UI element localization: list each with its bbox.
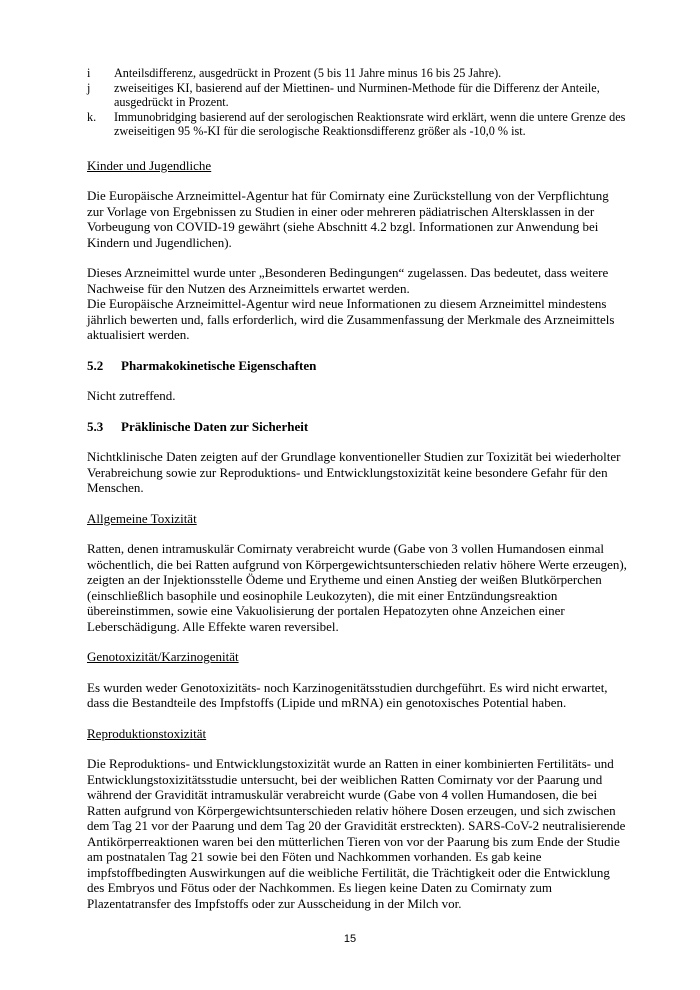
section-number: 5.3	[87, 418, 104, 434]
subheading-genotoxizitaet: Genotoxizität/Karzinogenität	[87, 649, 239, 664]
page-number: 15	[343, 933, 357, 945]
footnote-text: Immunobridging basierend auf der serologischen Reaktionsrate wird erklärt, wenn die untere Grenze des zweiseitigen 95 %-KI für die serologische Reaktionsdifferenz größer als -10,0 % ist.	[114, 109, 626, 138]
footnote-j	[87, 81, 627, 110]
section-title: Pharmakokinetische Eigenschaften	[121, 357, 317, 373]
section-number: 5.2	[87, 357, 104, 373]
footnote-k	[87, 110, 627, 139]
paragraph-reproduktion: Die Reproduktions- und Entwicklungstoxizität wurde an Ratten in einer kombinierten Fertilitäts- und Entwicklungstoxizitätsstudie untersucht, bei der weiblichen Ratten Comirnaty vor der Paarung und während der Gravidität intramuskulär verabreicht wurde (Gabe von 4 vollen Humandosen, die bei Ratten aufgrund von Körpergewichtsunterschieden relativ höhere Dosen erzeugen, und sich zwischen dem Tag 21 vor der Paarung und dem Tag 20 der Gravidität erstreckten). SARS-CoV-2 neutralisierende Antikörperreaktionen waren bei den mütterlichen Tieren von vor der Paarung bis zum Ende der Studie am postnatalen Tag 21 sowie bei den Föten und Nachkommen vorhanden. Es gab keine impfstoffbedingten Auswirkungen auf die weibliche Fertilität, die Trächtigkeit oder die Entwicklung des Embryos und Fötus oder der Nachkommen. Es liegen keine Daten zu Comirnaty zum Plazentatransfer des Impfstoffs oder zur Ausscheidung in der Milch vor.	[87, 756, 626, 911]
footnote-text: Anteilsdifferenz, ausgedrückt in Prozent (5 bis 11 Jahre minus 16 bis 25 Jahre).	[114, 66, 502, 80]
subheading-kinder: Kinder und Jugendliche	[87, 157, 212, 173]
subheading-reproduktion: Reproduktionstoxizität	[87, 725, 207, 741]
paragraph-5-2: Nicht zutreffend.	[87, 388, 176, 403]
section-heading-5-2	[87, 358, 627, 374]
footnote-text: zweiseitiges KI, basierend auf der Miettinen- und Nurminen-Methode für die Differenz der Anteile, ausgedrückt in Prozent.	[114, 80, 600, 109]
paragraph-toxizitaet: Ratten, denen intramuskulär Comirnaty verabreicht wurde (Gabe von 3 vollen Humandosen einmal wöchentlich, die bei Ratten aufgrund von Körpergewichtsunterschieden relativ höhere Werte erzeugen), zeigten an der Injektionsstelle Ödeme und Erytheme und einen Anstieg der weißen Blutkörperchen (einschließlich basophile und eosinophile Leukozyten), die mit einer Entzündungsreaktion übereinstimmen, sowie eine Vakuolisierung der portalen Hepatozyten ohne Anzeichen einer Leberschädigung. Alle Effekte waren reversibel.	[87, 541, 627, 634]
subheading-toxizitaet: Allgemeine Toxizität	[87, 510, 197, 526]
footnotes	[87, 66, 627, 139]
paragraph-kinder-2a: Dieses Arzneimittel wurde unter „Besonderen Bedingungen“ zugelassen. Das bedeutet, dass weitere Nachweise für den Nutzen des Arzneimittels erwartet werden.	[87, 265, 609, 296]
footnote-letter: j	[87, 80, 91, 95]
paragraph-genotoxizitaet: Es wurden weder Genotoxizitäts- noch Karzinogenitätsstudien durchgeführt. Es wird nicht erwartet, dass die Bestandteile des Impfstoffs (Lipide und mRNA) ein genotoxisches Potential haben.	[87, 679, 608, 710]
page-content	[87, 66, 627, 911]
section-title: Präklinische Daten zur Sicherheit	[121, 418, 309, 434]
footnote-i	[87, 66, 627, 81]
paragraph-kinder-2b: Die Europäische Arzneimittel-Agentur wird neue Informationen zu diesem Arzneimittel mindestens jährlich bewerten und, falls erforderlich, wird die Zusammenfassung der Merkmale des Arzneimittels aktualisiert werden.	[87, 296, 615, 342]
footnote-letter: k.	[87, 109, 97, 124]
footnote-letter: i	[87, 66, 91, 80]
paragraph-kinder-1: Die Europäische Arzneimittel-Agentur hat für Comirnaty eine Zurückstellung von der Verpflichtung zur Vorlage von Ergebnissen zu Studien in einer oder mehreren pädiatrischen Altersklassen in der Vorbeugung von COVID-19 gewährt (siehe Abschnitt 4.2 bzgl. Informationen zur Anwendung bei Kindern und Jugendlichen).	[87, 188, 609, 250]
section-heading-5-3	[87, 419, 627, 435]
paragraph-5-3-intro: Nichtklinische Daten zeigten auf der Grundlage konventioneller Studien zur Toxizität bei wiederholter Verabreichung sowie zur Reproduktions- und Entwicklungstoxizität keine besondere Gefahr für den Menschen.	[87, 449, 621, 495]
